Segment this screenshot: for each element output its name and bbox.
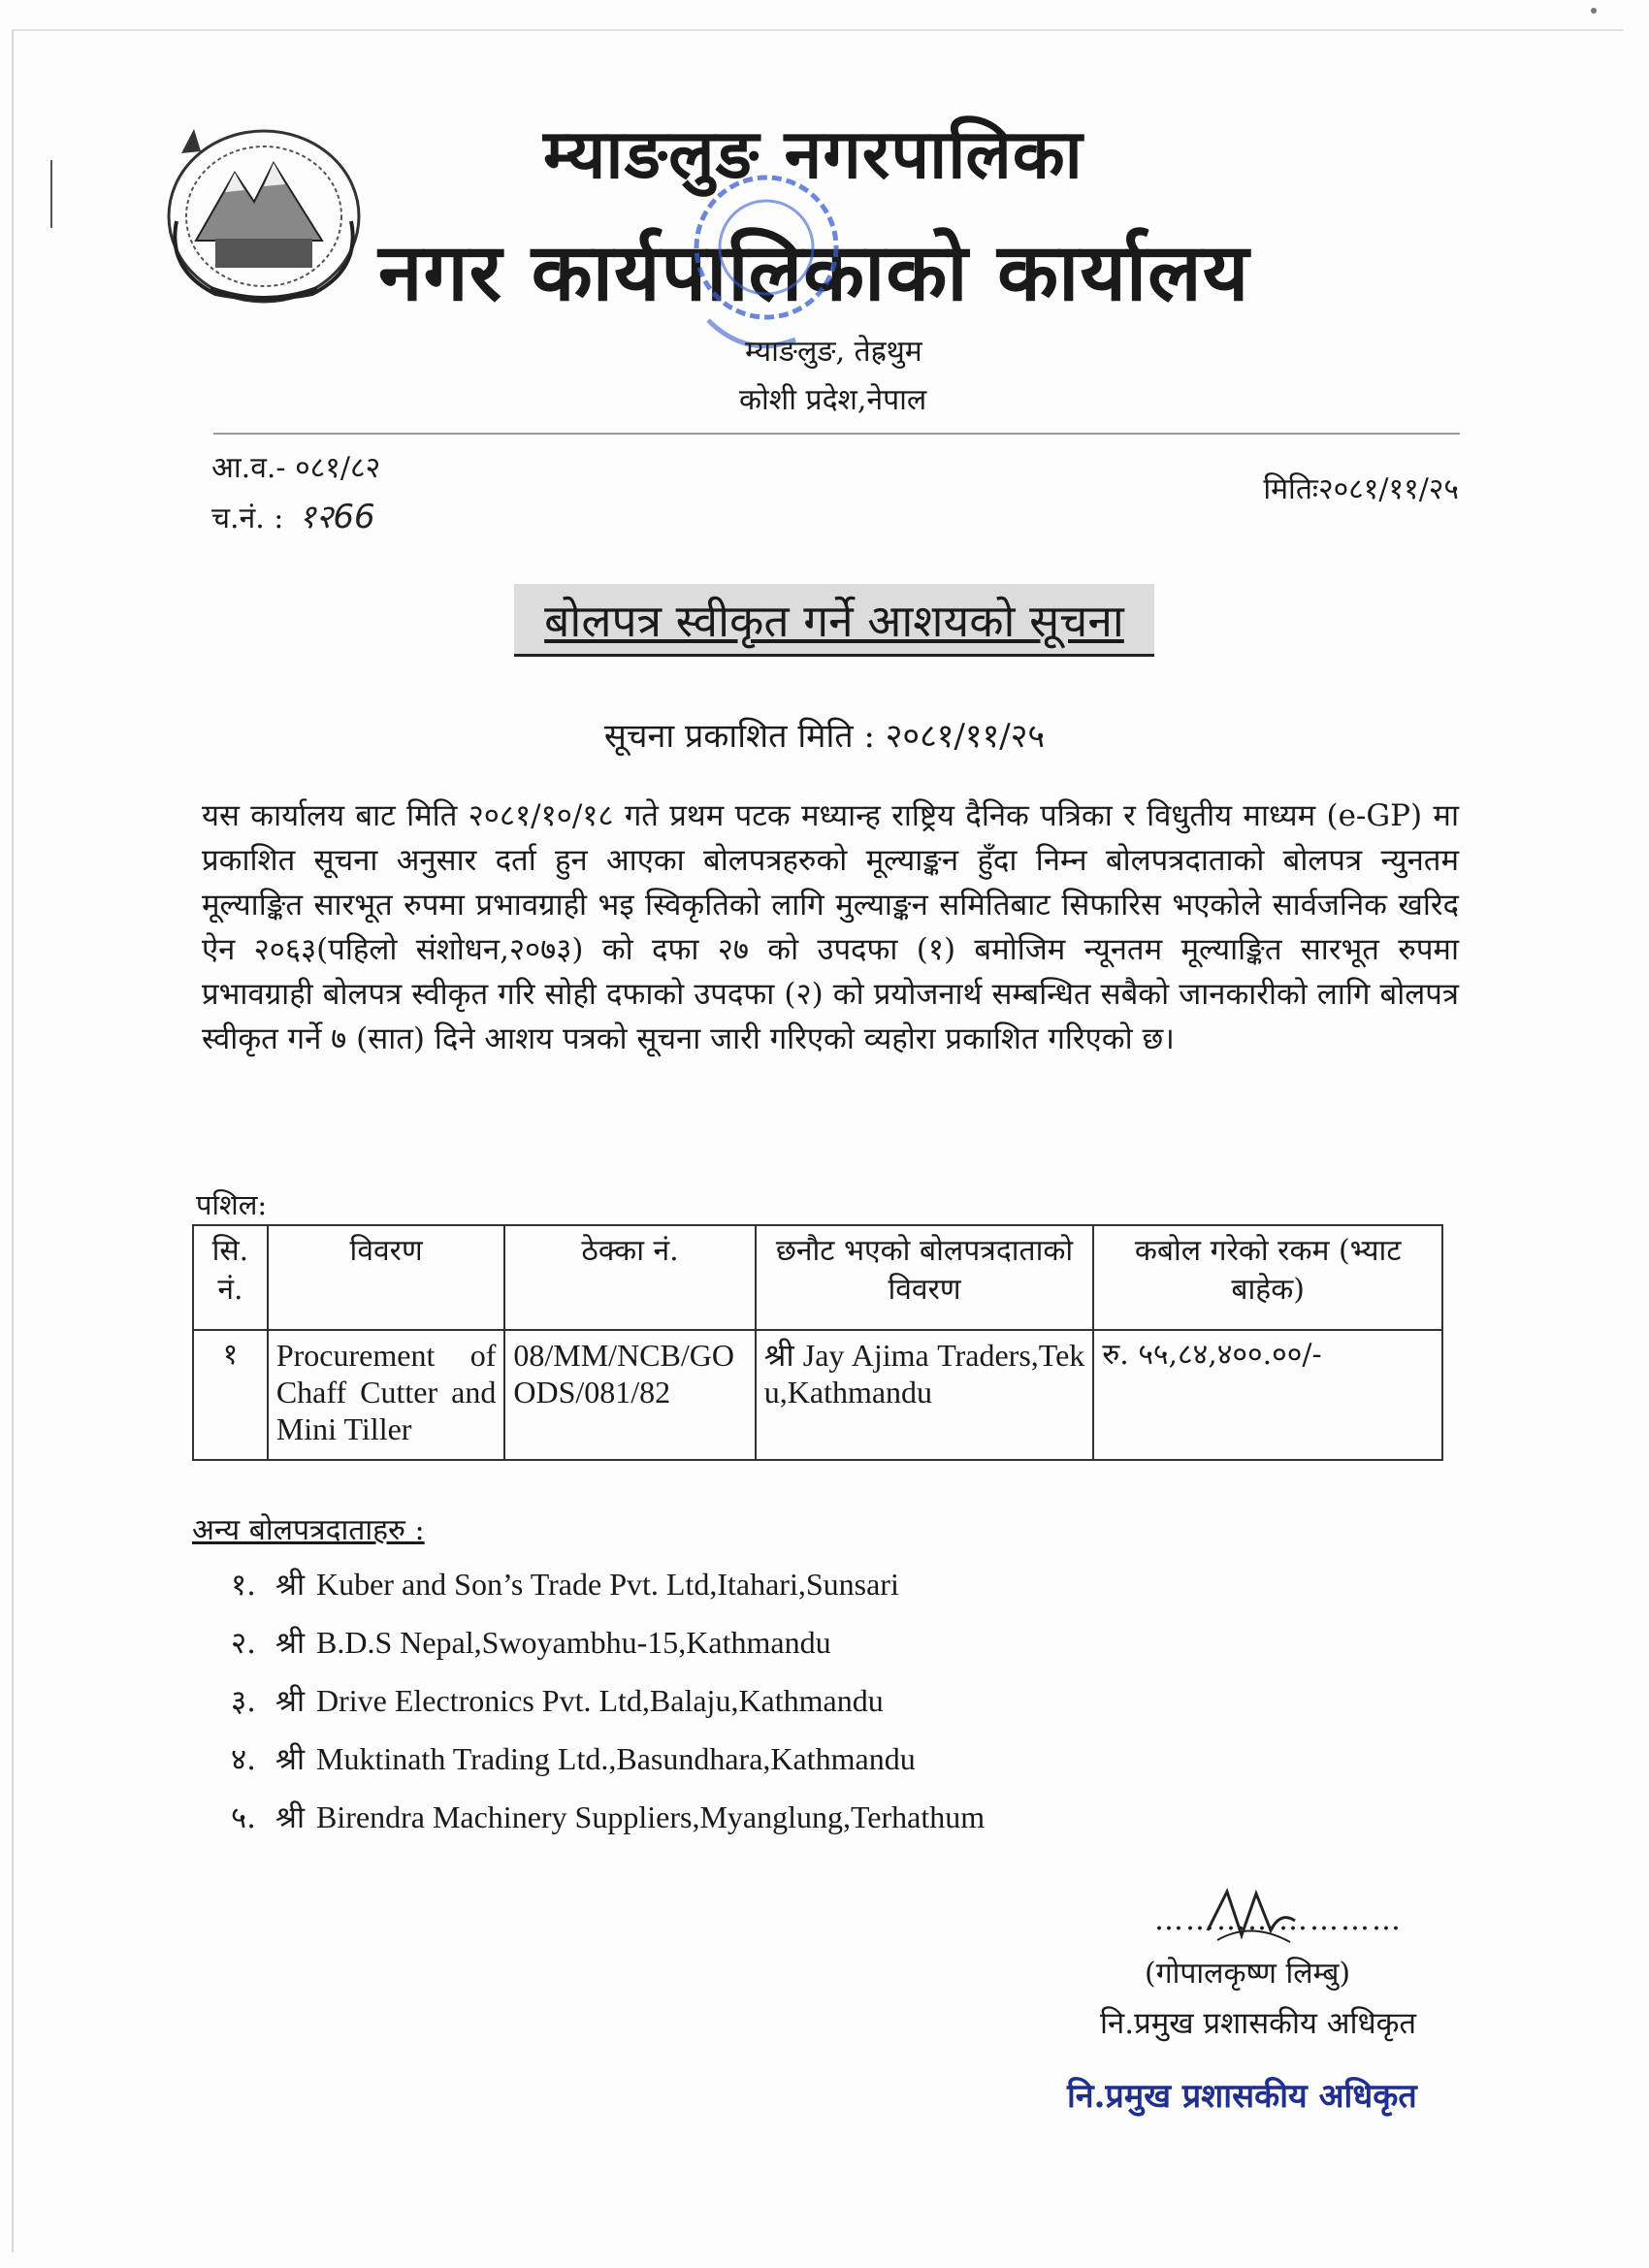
selected-bidder-table [192,1224,1443,1461]
table-header-row [193,1225,1442,1330]
signatory-title: नि.प्रमुख प्रशासकीय अधिकृत [1100,2006,1417,2041]
nepal-emblem-icon [157,114,371,308]
list-item-number: २. [231,1626,256,1661]
list-item-name: Birendra Machinery Suppliers,Myanglung,Terhathum [315,1799,986,1834]
header-description: विवरण [268,1225,505,1330]
designation-stamp: नि.प्रमुख प्रशासकीय अधिकृत [1067,2077,1417,2116]
scan-dot [1591,8,1597,14]
header-selected-bidder: छनौट भएको बोलपत्रदाताको विवरण [756,1225,1094,1330]
list-item-number: १. [231,1568,256,1603]
list-item-name: Kuber and Son’s Trade Pvt. Ltd,Itahari,Sunsari [315,1567,899,1602]
notice-title: बोलपत्र स्वीकृत गर्ने आशयको सूचना [544,595,1124,647]
list-item [231,1564,899,1604]
letter-number-value: १२66 [298,498,375,536]
publication-date [0,712,1649,757]
list-item-prefix: श्री [275,1800,305,1835]
list-item-number: ४. [231,1742,256,1777]
list-item-name: B.D.S Nepal,Swoyambhu-15,Kathmandu [315,1625,831,1660]
address-line-2: कोशी प्रदेश,नेपाल [739,383,927,417]
letter-number [211,493,375,537]
notice-title-band [514,584,1154,657]
margin-mark [50,160,52,228]
cell-bid-amount: रु. ५५,८४,४००.००/- [1093,1330,1442,1460]
letter-date: मितिः२०८१/११/२५ [1263,472,1459,506]
notice-body: यस कार्यालय बाट मिति २०८१/१०/१८ गते प्रथम पटक मध्यान्ह राष्ट्रिय दैनिक पत्रिका र विधुतीय माध्यम (e-GP) मा प्रकाशित सूचना अनुसार दर्ता हुन आएका बोलपत्रहरुको मूल्याङ्कन हुँदा निम्न बोलपत्रदाताको बोलपत्र न्युनतम मूल्याङ्कित सारभूत रुपमा प्रभावग्राही भइ स्विकृतिको लागि मुल्याङ्कन समितिबाट सिफारिस भएकोले सार्वजनिक खरिद ऐन २०६३(पहिलो संशोधन,२०७३) को दफा २७ को उपदफा (१) बमोजिम न्यूनतम मूल्याङ्कित सारभूत रुपमा प्रभावग्राही बोलपत्र स्वीकृत गरि सोही दफाको उपदफा (२) को प्रयोजनार्थ सम्बन्धित सबैको जानकारीको लागि बोलपत्र स्वीकृत गर्ने ७ (सात) दिने आशय पत्रको सूचना जारी गरिएको व्यहोरा प्रकाशित गरिएको छ। [202,798,1459,1056]
list-item [231,1680,884,1721]
header-divider [213,433,1460,435]
cell-serial-no: १ [193,1330,268,1460]
table-row [193,1330,1442,1460]
list-item-name: Muktinath Trading Ltd.,Basundhara,Kathmandu [315,1741,916,1776]
office-name: नगर कार्यपालिकाको कार्यालय [378,226,1250,319]
signature-line: …………………… [1154,1903,1403,1937]
list-item-number: ३. [231,1684,256,1719]
cell-selected-bidder: श्री Jay Ajima Traders,Teku,Kathmandu [756,1330,1094,1460]
cell-contract-no: 08/MM/NCB/GOODS/081/82 [504,1330,755,1460]
list-item-prefix: श्री [275,1684,305,1719]
list-item-prefix: श्री [275,1742,305,1777]
list-item [231,1797,985,1837]
cell-description: Procurement of Chaff Cutter and Mini Tiller [268,1330,505,1460]
list-item [231,1622,831,1663]
publication-date-text: सूचना प्रकाशित मिति : २०८१/११/२५ [603,717,1046,756]
fiscal-year: आ.व.- ०८१/८२ [211,451,381,485]
address-line-1: म्याङलुङ, तेह्रथुम [745,335,922,369]
header-bid-amount: कबोल गरेको रकम (भ्याट बाहेक) [1093,1225,1442,1330]
header-contract-no: ठेक्का नं. [504,1225,755,1330]
list-item [231,1738,916,1779]
list-item-prefix: श्री [275,1568,305,1603]
letter-number-label: च.नं. : [211,502,284,535]
annex-label: पशिल: [196,1188,268,1221]
list-item-prefix: श्री [275,1626,305,1661]
handwritten-signature [1198,1882,1305,1960]
organization-name: म्याङलुङ नगरपालिका [543,113,1083,194]
list-item-name: Drive Electronics Pvt. Ltd,Balaju,Kathmandu [315,1683,884,1718]
header-serial-no: सि. नं. [193,1225,268,1330]
signatory-name: (गोपालकृष्ण लिम्बु) [1145,1957,1351,1991]
other-bidders-label: अन्य बोलपत्रदाताहरु : [192,1513,425,1547]
list-item-number: ५. [231,1800,256,1835]
